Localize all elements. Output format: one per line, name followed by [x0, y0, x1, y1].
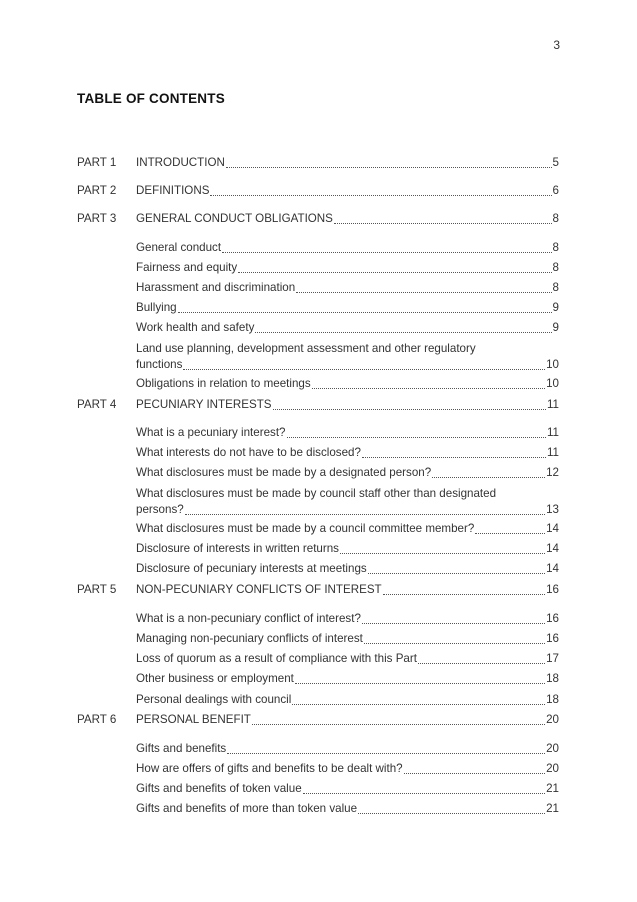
toc-page-ref: 8	[552, 212, 559, 225]
toc-subentry[interactable]	[136, 426, 559, 440]
part-2-label: PART 2	[77, 184, 117, 197]
toc-entry-title: Disclosure of interests in written returns	[136, 542, 339, 555]
toc-subentry[interactable]	[136, 802, 559, 816]
toc-subentry[interactable]	[136, 321, 559, 335]
toc-entry-title: What is a pecuniary interest?	[136, 426, 286, 439]
toc-entry-title: PERSONAL BENEFIT	[136, 713, 251, 726]
toc-subentry[interactable]	[136, 301, 559, 315]
toc-entry-title: Managing non-pecuniary conflicts of interest	[136, 632, 363, 645]
toc-page-ref: 13	[546, 503, 559, 516]
dot-leader	[226, 157, 552, 168]
toc-entry-title: What interests do not have to be disclosed?	[136, 446, 361, 459]
toc-page-ref: 10	[546, 377, 559, 390]
toc-entry-title: Bullying	[136, 301, 177, 314]
toc-entry-title: Fairness and equity	[136, 261, 238, 274]
toc-subentry[interactable]	[136, 261, 559, 275]
toc-entry-title: persons?	[136, 503, 184, 516]
toc-page-ref: 11	[546, 446, 559, 459]
toc-subentry[interactable]	[136, 612, 559, 626]
part-4-label: PART 4	[77, 398, 117, 411]
toc-page-ref: 8	[552, 261, 559, 274]
toc-page-ref: 14	[546, 542, 559, 555]
toc-page-ref: 9	[552, 301, 559, 314]
toc-entry-part-2[interactable]	[136, 184, 559, 198]
toc-page-ref: 18	[546, 672, 559, 685]
toc-subentry[interactable]	[136, 377, 559, 391]
page-title: TABLE OF CONTENTS	[77, 91, 225, 106]
toc-page-ref: 16	[546, 612, 559, 625]
page-number: 3	[553, 38, 560, 52]
toc-page-ref: 20	[546, 713, 559, 726]
toc-subentry[interactable]	[136, 672, 559, 686]
dot-leader	[222, 242, 551, 253]
toc-subentry[interactable]	[136, 652, 559, 666]
dot-leader	[210, 185, 551, 196]
toc-entry-title: Gifts and benefits	[136, 742, 227, 755]
toc-entry-title-line1: Land use planning, development assessment and other regulatory	[136, 342, 476, 355]
toc-page-ref: 11	[546, 426, 559, 439]
toc-entry-title: Disclosure of pecuniary interests at meetings	[136, 562, 367, 575]
part-3-label: PART 3	[77, 212, 117, 225]
toc-page-ref: 17	[546, 652, 559, 665]
dot-leader	[185, 504, 545, 515]
dot-leader	[358, 803, 545, 814]
dot-leader	[296, 282, 551, 293]
toc-subentry[interactable]	[136, 487, 559, 517]
toc-page-ref: 5	[552, 156, 559, 169]
toc-page-ref: 20	[546, 742, 559, 755]
toc-page-ref: 6	[552, 184, 559, 197]
toc-entry-title: GENERAL CONDUCT OBLIGATIONS	[136, 212, 333, 225]
toc-entry-title: General conduct	[136, 241, 222, 254]
dot-leader	[312, 378, 545, 389]
dot-leader	[178, 302, 552, 313]
toc-subentry[interactable]	[136, 522, 559, 536]
toc-entry-title: NON-PECUNIARY CONFLICTS OF INTEREST	[136, 583, 382, 596]
toc-entry-title: Work health and safety	[136, 321, 255, 334]
toc-entry-title: functions	[136, 358, 183, 371]
dot-leader	[273, 399, 546, 410]
toc-entry-title: Harassment and discrimination	[136, 281, 296, 294]
toc-subentry[interactable]	[136, 693, 559, 707]
dot-leader	[362, 447, 546, 458]
toc-entry-title: How are offers of gifts and benefits to be dealt with?	[136, 762, 403, 775]
toc-subentry[interactable]	[136, 281, 559, 295]
dot-leader	[475, 523, 545, 534]
part-6-label: PART 6	[77, 713, 117, 726]
toc-page-ref: 9	[552, 321, 559, 334]
toc-entry-title: Personal dealings with council	[136, 693, 292, 706]
toc-page-ref: 8	[552, 241, 559, 254]
toc-page-ref: 10	[546, 358, 559, 371]
toc-entry-title: DEFINITIONS	[136, 184, 210, 197]
dot-leader	[183, 359, 545, 370]
toc-page-ref: 11	[546, 398, 559, 411]
dot-leader	[238, 262, 551, 273]
toc-entry-part-1[interactable]	[136, 156, 559, 170]
dot-leader	[368, 563, 545, 574]
toc-page-ref: 21	[546, 782, 559, 795]
toc-subentry[interactable]	[136, 632, 559, 646]
dot-leader	[340, 543, 545, 554]
dot-leader	[287, 427, 546, 438]
toc-page-ref: 14	[546, 522, 559, 535]
toc-subentry[interactable]	[136, 241, 559, 255]
toc-entry-part-6[interactable]	[136, 713, 559, 727]
toc-page-ref: 16	[546, 632, 559, 645]
dot-leader	[227, 743, 545, 754]
toc-entry-title: Loss of quorum as a result of compliance with this Part	[136, 652, 417, 665]
toc-entry-part-5[interactable]	[136, 583, 559, 597]
dot-leader	[334, 213, 552, 224]
dot-leader	[432, 467, 545, 478]
toc-subentry[interactable]	[136, 342, 559, 372]
toc-subentry[interactable]	[136, 562, 559, 576]
toc-entry-part-4[interactable]	[136, 398, 559, 412]
toc-subentry[interactable]	[136, 446, 559, 460]
toc-page-ref: 18	[546, 693, 559, 706]
dot-leader	[364, 633, 545, 644]
dot-leader	[295, 673, 545, 684]
toc-page-ref: 14	[546, 562, 559, 575]
toc-page-ref: 16	[546, 583, 559, 596]
part-1-label: PART 1	[77, 156, 117, 169]
toc-page-ref: 12	[546, 466, 559, 479]
dot-leader	[252, 714, 545, 725]
toc-entry-title: Gifts and benefits of more than token value	[136, 802, 358, 815]
toc-entry-title: INTRODUCTION	[136, 156, 225, 169]
toc-entry-title: Obligations in relation to meetings	[136, 377, 311, 390]
toc-subentry[interactable]	[136, 742, 559, 756]
toc-subentry[interactable]	[136, 542, 559, 556]
toc-page-ref: 20	[546, 762, 559, 775]
dot-leader	[292, 694, 545, 705]
toc-page-ref: 21	[546, 802, 559, 815]
dot-leader	[303, 783, 545, 794]
dot-leader	[418, 653, 545, 664]
toc-entry-title-line1: What disclosures must be made by council staff other than designated	[136, 487, 497, 500]
toc-subentry[interactable]	[136, 762, 559, 776]
dot-leader	[255, 322, 551, 333]
toc-entry-title: What is a non-pecuniary conflict of interest?	[136, 612, 361, 625]
toc-subentry[interactable]	[136, 466, 559, 480]
toc-entry-title: What disclosures must be made by a designated person?	[136, 466, 432, 479]
dot-leader	[362, 613, 545, 624]
dot-leader	[404, 763, 545, 774]
toc-entry-title: Gifts and benefits of token value	[136, 782, 302, 795]
toc-page-ref: 8	[552, 281, 559, 294]
toc-subentry[interactable]	[136, 782, 559, 796]
dot-leader	[383, 584, 545, 595]
part-5-label: PART 5	[77, 583, 117, 596]
toc-entry-title: Other business or employment	[136, 672, 294, 685]
toc-entry-title: PECUNIARY INTERESTS	[136, 398, 272, 411]
toc-entry-part-3[interactable]	[136, 212, 559, 226]
toc-entry-title: What disclosures must be made by a council committee member?	[136, 522, 475, 535]
